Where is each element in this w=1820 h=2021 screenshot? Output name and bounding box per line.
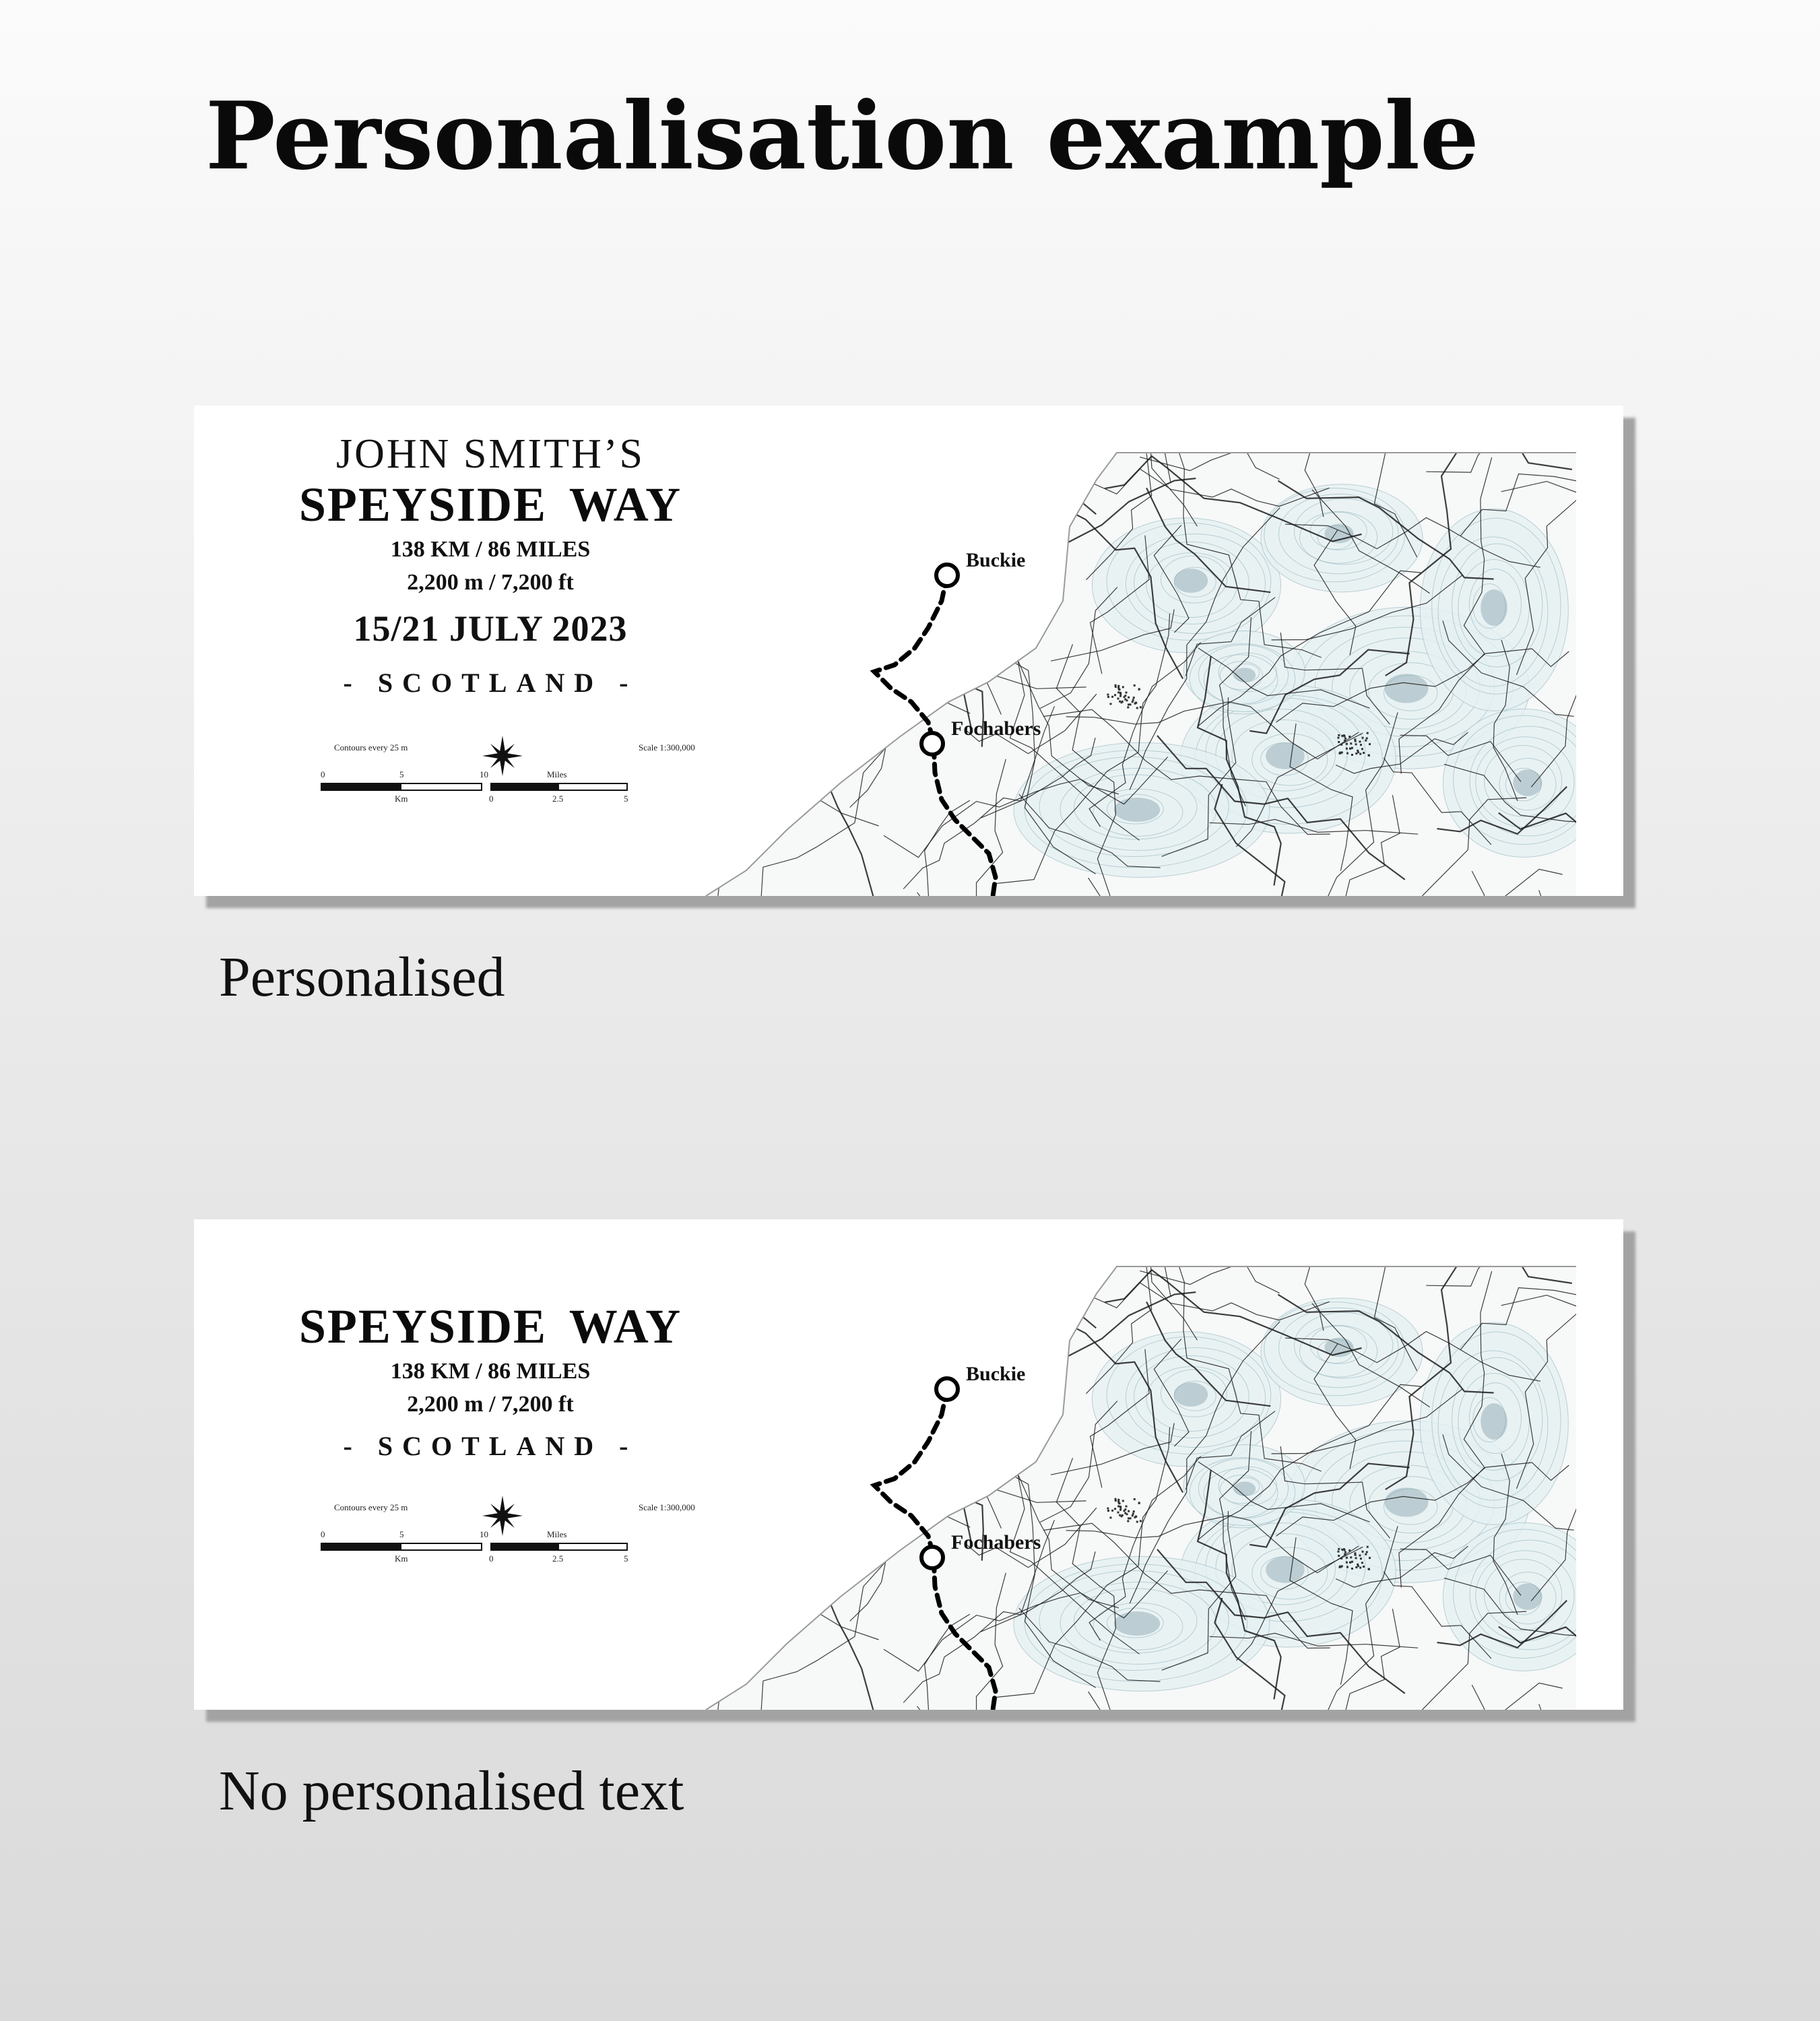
km-unit: Km bbox=[395, 1553, 408, 1564]
poster-plain bbox=[194, 1219, 1623, 1710]
miles-label: Miles bbox=[547, 1529, 567, 1539]
km-tick: 5 bbox=[399, 769, 404, 779]
town-label-fochabers: Fochabers bbox=[951, 1531, 1041, 1553]
miles-tick: 0 bbox=[489, 1553, 494, 1564]
km-tick: 0 bbox=[321, 769, 325, 779]
caption-personalised: Personalised bbox=[219, 946, 505, 1008]
km-tick: 0 bbox=[321, 1529, 325, 1539]
route-name: SPEYSIDE WAY bbox=[298, 478, 682, 532]
miles-scale-bar bbox=[490, 1543, 628, 1551]
contours-note: Contours every 25 m bbox=[334, 1502, 408, 1512]
caption-plain: No personalised text bbox=[219, 1760, 684, 1822]
scale-note: Scale 1:300,000 bbox=[639, 1502, 695, 1512]
personal-name: JOHN SMITH’S bbox=[336, 431, 645, 477]
elevation-text: 2,200 m / 7,200 ft bbox=[407, 1392, 574, 1417]
town-label-buckie: Buckie bbox=[966, 1363, 1026, 1385]
miles-tick: 5 bbox=[624, 794, 628, 804]
distance-text: 138 KM / 86 MILES bbox=[390, 536, 591, 562]
title-block bbox=[194, 431, 787, 709]
scale-note: Scale 1:300,000 bbox=[639, 742, 695, 752]
poster-personalised bbox=[194, 406, 1623, 896]
miles-tick: 2.5 bbox=[552, 794, 564, 804]
miles-tick: 0 bbox=[489, 794, 494, 804]
km-tick: 10 bbox=[480, 769, 488, 779]
miles-scale-bar bbox=[490, 783, 628, 791]
miles-label: Miles bbox=[547, 769, 567, 779]
km-scale-bar bbox=[321, 783, 482, 791]
map-legend bbox=[321, 1494, 833, 1575]
page-title: Personalisation example bbox=[205, 81, 1479, 191]
miles-tick: 5 bbox=[624, 1553, 628, 1564]
km-scale-bar bbox=[321, 1543, 482, 1551]
km-tick: 5 bbox=[399, 1529, 404, 1539]
town-label-buckie: Buckie bbox=[966, 549, 1026, 571]
distance-text: 138 KM / 86 MILES bbox=[390, 1358, 591, 1384]
route-name: SPEYSIDE WAY bbox=[298, 1300, 682, 1353]
contours-note: Contours every 25 m bbox=[334, 742, 408, 752]
map-legend bbox=[321, 734, 833, 815]
miles-tick: 2.5 bbox=[552, 1553, 564, 1564]
km-unit: Km bbox=[395, 794, 408, 804]
elevation-text: 2,200 m / 7,200 ft bbox=[407, 570, 574, 596]
country-text: - SCOTLAND - bbox=[343, 667, 638, 698]
date-text: 15/21 JULY 2023 bbox=[353, 608, 628, 649]
km-tick: 10 bbox=[480, 1529, 488, 1539]
country-text: - SCOTLAND - bbox=[343, 1431, 638, 1462]
title-block bbox=[194, 1299, 787, 1472]
town-label-fochabers: Fochabers bbox=[951, 717, 1041, 740]
